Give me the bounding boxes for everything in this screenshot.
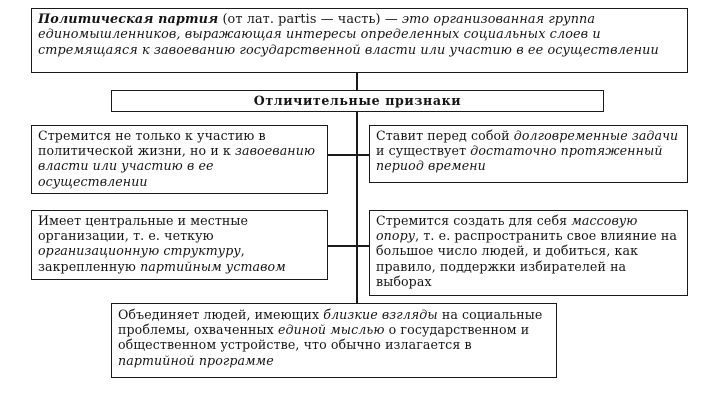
- header-title: Отличительные признаки: [253, 93, 462, 108]
- definition-term: Политическая партия: [38, 12, 219, 27]
- header-box: [111, 90, 604, 112]
- feature-box-right-2: [369, 210, 688, 296]
- feature-text: Стремится создать для себя: [376, 213, 572, 228]
- feature-emphasis: организационную структуру: [38, 243, 241, 259]
- feature-text: , т. е. распространить свое влияние на большое число людей, и добиться, как правило, поддержки избирателей на выборах: [376, 228, 678, 289]
- feature-box-bottom: [111, 303, 557, 378]
- feature-box-right-1: [369, 125, 688, 183]
- connector-top-to-header: [356, 73, 358, 90]
- feature-text: и существует: [376, 143, 471, 159]
- connector-branch-row-2: [328, 245, 369, 247]
- feature-box-left-2: [31, 210, 328, 280]
- feature-text: Стремится не только к участию в политической жизни, но и к: [38, 128, 266, 159]
- feature-emphasis: массовую опору: [376, 213, 638, 244]
- definition-body: это организованная группа единомышленников, выражающая интересы определенных социальных слоев и стремящаяся к завоеванию государственной власти или участию в ее осуществлении: [38, 12, 659, 58]
- feature-emphasis: партийным уставом: [140, 258, 286, 274]
- feature-text: Объединяет людей, имеющих: [118, 307, 324, 322]
- feature-box-left-1: [31, 125, 328, 194]
- definition-origin: (от лат. partis — часть) —: [218, 12, 402, 27]
- connector-header-trunk: [356, 112, 358, 303]
- feature-emphasis: единой мыслью: [277, 322, 385, 338]
- feature-emphasis: близкие взгляды: [323, 307, 438, 322]
- feature-text: на социальные проблемы, охваченных: [118, 307, 543, 338]
- connector-branch-row-1: [328, 154, 369, 156]
- feature-text: Ставит перед собой: [376, 128, 514, 143]
- feature-text: Имеет центральные и местные организации, т. е. четкую: [38, 213, 249, 244]
- feature-text: о государственном и общественном устройстве, что обычно излагается в: [118, 322, 530, 353]
- feature-text: , закрепленную: [38, 243, 245, 274]
- feature-emphasis: долговременные задачи: [513, 128, 679, 143]
- feature-emphasis: завоеванию власти или участию в ее осуществлении: [38, 143, 316, 189]
- feature-emphasis: достаточно протяженный период времени: [376, 143, 663, 174]
- definition-text: [38, 12, 681, 58]
- feature-emphasis: партийной программе: [118, 352, 274, 368]
- definition-box: [31, 8, 688, 73]
